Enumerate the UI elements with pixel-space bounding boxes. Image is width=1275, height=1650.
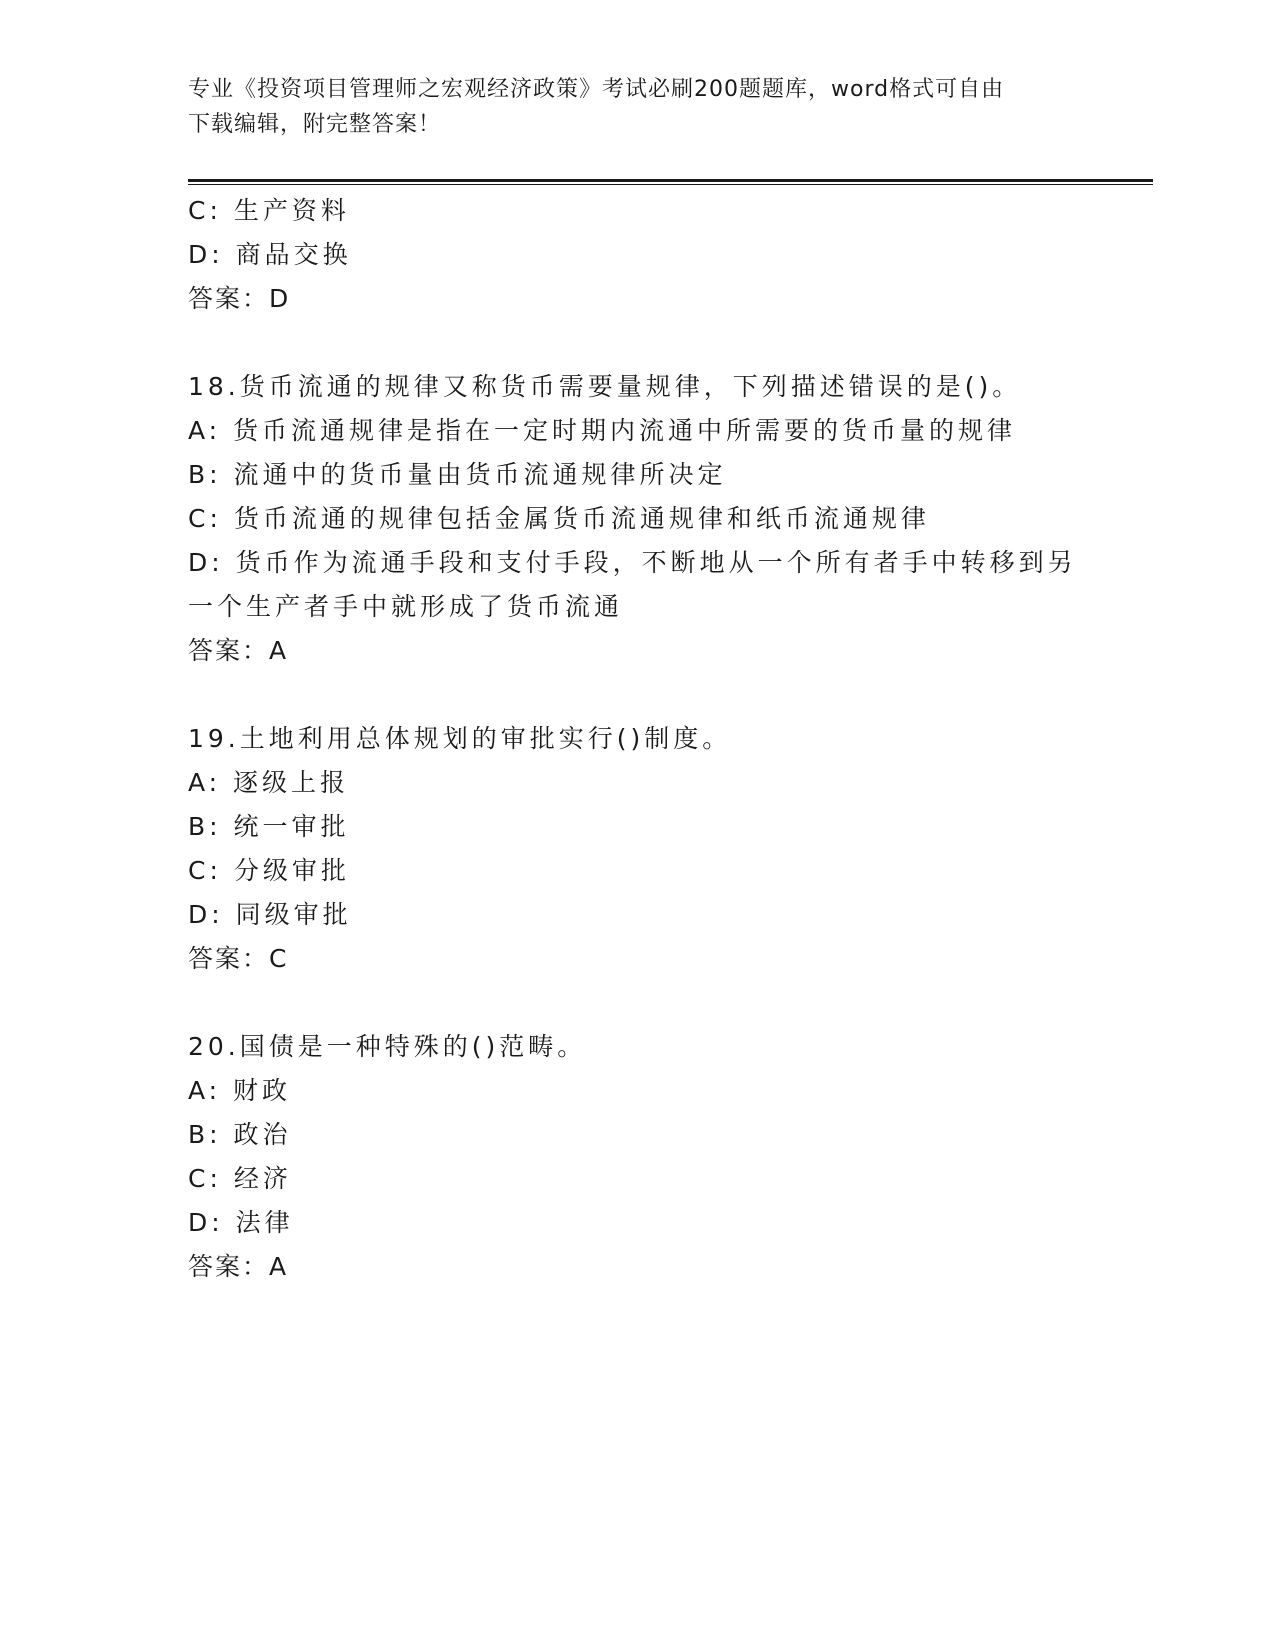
q18-option-b: B: 流通中的货币量由货币流通规律所决定 [188,460,727,489]
q17-option-c: C: 生产资料 [188,196,350,225]
q18-option-c: C: 货币流通的规律包括金属货币流通规律和纸币流通规律 [188,504,930,533]
q20-option-a: A: 财政 [188,1076,292,1105]
q19-option-c: C: 分级审批 [188,856,350,885]
header-divider-thick [188,179,1153,182]
q20-option-c: C: 经济 [188,1164,292,1193]
q20-option-d: D: 法律 [188,1208,294,1237]
q18-option-d-continued: 一个生产者手中就形成了货币流通 [188,592,624,621]
q19-stem: 19.土地利用总体规划的审批实行()制度。 [188,724,732,753]
header-line-2: 下载编辑，附完整答案！ [188,112,442,137]
q19-answer: 答案：C [188,944,289,973]
document-header [188,72,1068,142]
q19-option-a: A: 逐级上报 [188,768,350,797]
q20-answer: 答案：A [188,1252,289,1281]
q20-option-b: B: 政治 [188,1120,292,1149]
header-line-1: 专业《投资项目管理师之宏观经济政策》考试必刷200题题库，word格式可自由 [188,77,1005,102]
q19-option-d: D: 同级审批 [188,900,352,929]
q18-answer: 答案：A [188,636,289,665]
q19-option-b: B: 统一审批 [188,812,350,841]
q18-option-a: A: 货币流通规律是指在一定时期内流通中所需要的货币量的规律 [188,416,1017,445]
q18-option-d: D: 货币作为流通手段和支付手段，不断地从一个所有者手中转移到另 [188,548,1077,577]
q20-stem: 20.国债是一种特殊的()范畴。 [188,1032,587,1061]
q17-answer: 答案：D [188,284,291,313]
header-divider-thin [188,184,1153,185]
q17-option-d: D: 商品交换 [188,240,352,269]
q18-stem: 18.货币流通的规律又称货币需要量规律，下列描述错误的是()。 [188,372,1022,401]
